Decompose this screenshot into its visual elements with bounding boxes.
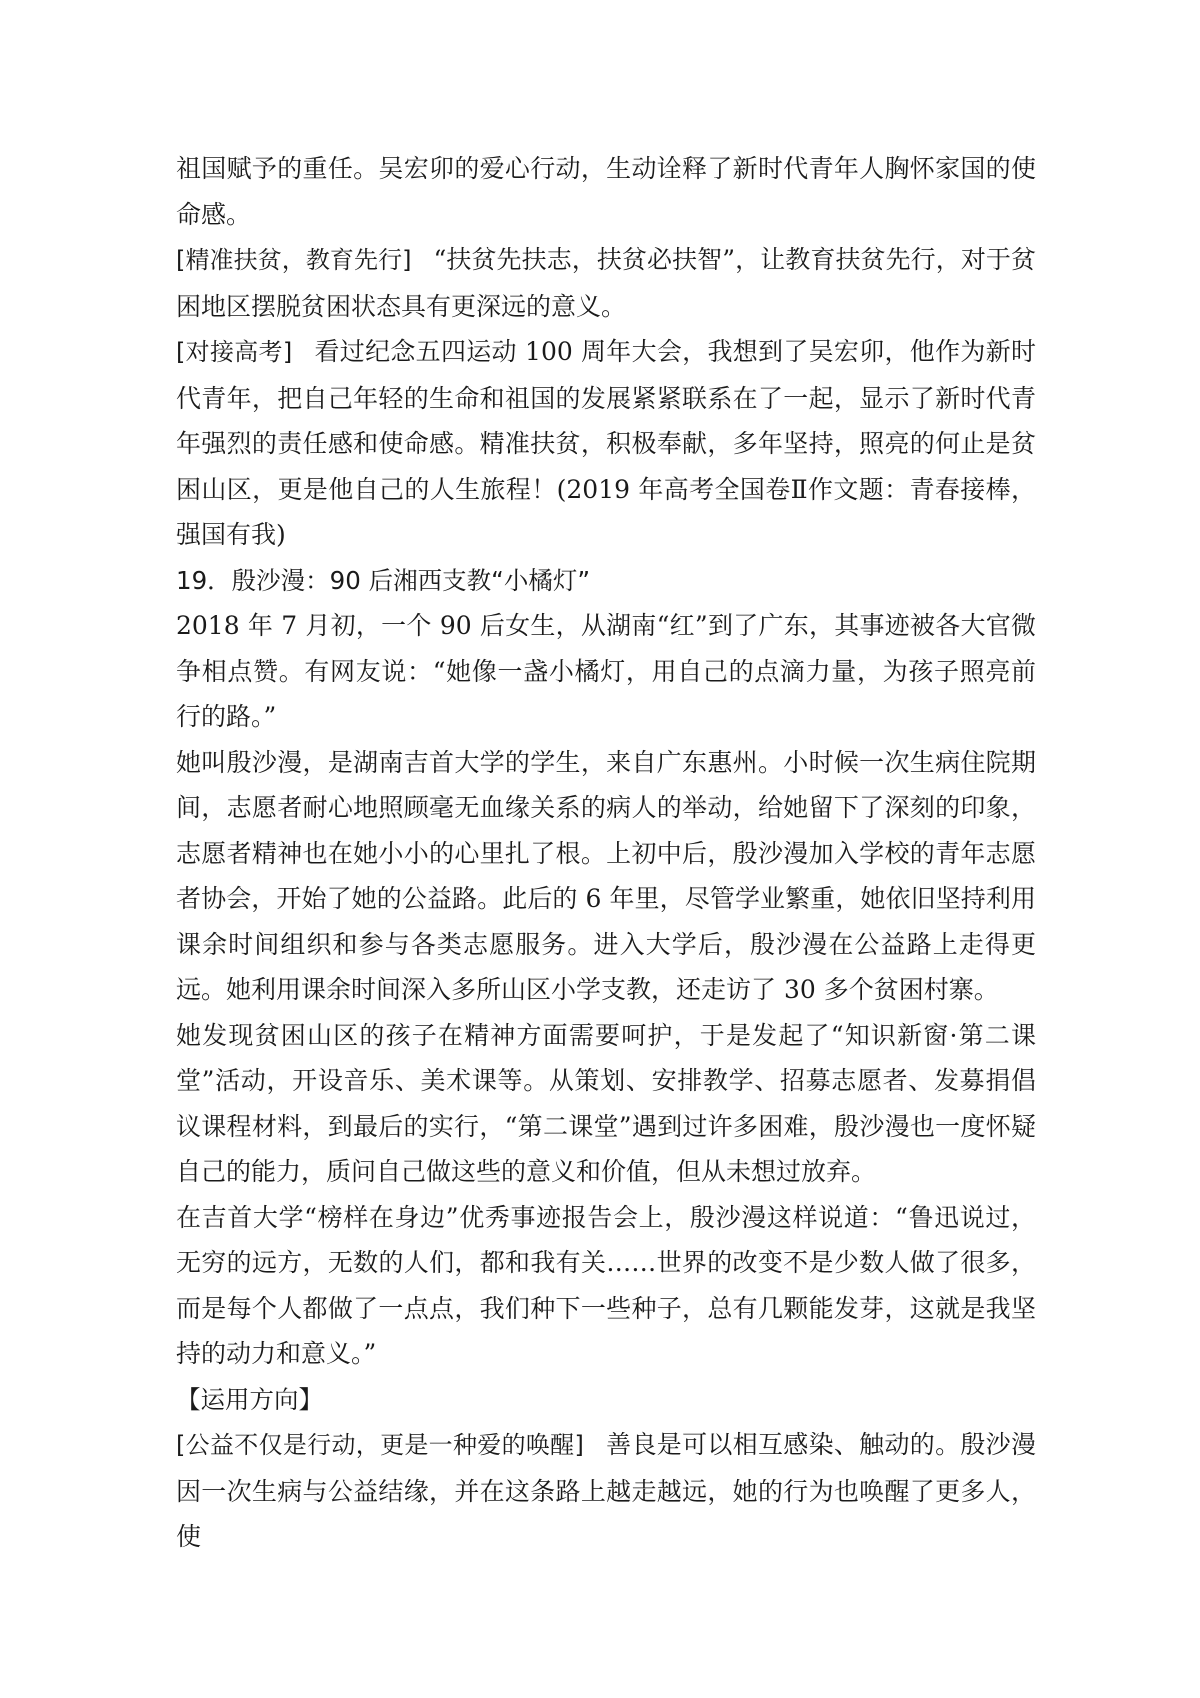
paragraph-text: 善良是可以相互感染、触动的。殷沙漫因一次生病与公益结缘，并在这条路上越走越远，她的行为也唤醒了更多人，使	[176, 1430, 1036, 1551]
paragraph-background: 她叫殷沙漫，是湖南吉首大学的学生，来自广东惠州。小时候一次生病住院期间，志愿者耐心地照顾毫无血缘关系的病人的举动，给她留下了深刻的印象，志愿者精神也在她小小的心里扎了根。上初中后，殷沙漫加入学校的青年志愿者协会，开始了她的公益路。此后的 6 年里，尽管学业繁重，她依旧坚持利用课余时间组织和参与各类志愿服务。进入大学后，殷沙漫在公益路上走得更远。她利用课余时间深入多所山区小学支教，还走访了 30 多个贫困村寨。	[176, 747, 1036, 1004]
paragraph-quote: 在吉首大学“榜样在身边”优秀事迹报告会上，殷沙漫这样说道：“鲁迅说过，无穷的远方，无数的人们，都和我有关……世界的改变不是少数人做了很多，而是每个人都做了一点点，我们种下一些种子，总有几颗能发芽，这就是我坚持的动力和意义。”	[176, 1202, 1036, 1368]
paragraph-continuation: 祖国赋予的重任。吴宏卯的爱心行动，生动诠释了新时代青年人胸怀家国的使命感。	[176, 154, 1036, 229]
topic-tag: [精准扶贫，教育先行]	[176, 246, 412, 274]
paragraph-public-welfare	[176, 1422, 1036, 1560]
paragraph-text: 看过纪念五四运动 100 周年大会，我想到了吴宏卯，他作为新时代青年，把自己年轻的生命和祖国的发展紧紧联系在了一起，显示了新时代青年强烈的责任感和使命感。精准扶贫，积极奉献，多年坚持，照亮的何止是贫困山区，更是他自己的人生旅程！(2019 年高考全国卷Ⅱ作文题：青春接棒，强国有我)	[176, 337, 1036, 549]
paragraph-text: “扶贫先扶志，扶贫必扶智”，让教育扶贫先行，对于贫困地区摆脱贫困状态具有更深远的意义。	[176, 245, 1036, 321]
topic-tag: [对接高考]	[176, 338, 293, 366]
document-page	[176, 146, 1036, 1560]
application-heading: 【运用方向】	[176, 1384, 323, 1414]
section-title-19: 19．殷沙漫：90 后湘西支教“小橘灯”	[176, 565, 591, 595]
paragraph-intro: 2018 年 7 月初，一个 90 后女生，从湖南“红”到了广东，其事迹被各大官微争相点赞。有网友说：“她像一盏小橘灯，用自己的点滴力量，为孩子照亮前行的路。”	[176, 611, 1036, 731]
paragraph-gaokao-link	[176, 329, 1036, 558]
paragraph-precise-poverty	[176, 237, 1036, 329]
topic-tag: [公益不仅是行动，更是一种爱的唤醒]	[176, 1431, 584, 1459]
paragraph-second-classroom: 她发现贫困山区的孩子在精神方面需要呵护，于是发起了“知识新窗·第二课堂”活动，开设音乐、美术课等。从策划、安排教学、招募志愿者、发募捐倡议课程材料，到最后的实行，“第二课堂”遇到过许多困难，殷沙漫也一度怀疑自己的能力，质问自己做这些的意义和价值，但从未想过放弃。	[176, 1020, 1036, 1186]
